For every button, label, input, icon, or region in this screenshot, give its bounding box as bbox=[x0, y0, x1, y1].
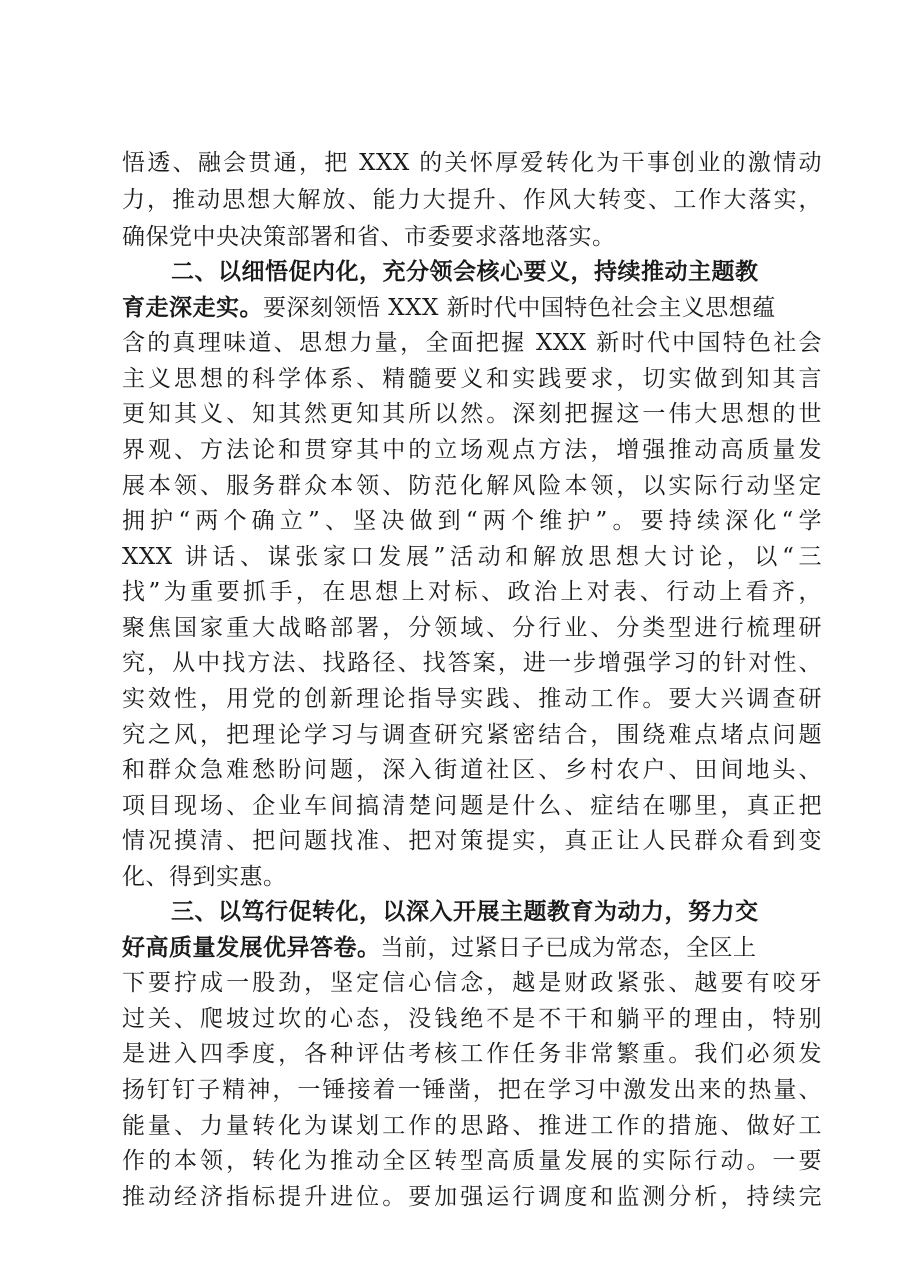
paragraph2-line: XXX 讲话、谋张家口发展”活动和解放思想大讨论，以“三 bbox=[122, 544, 822, 570]
paragraph3-line: 推动经济指标提升进位。要加强运行调度和监测分析，持续完 bbox=[122, 1184, 822, 1210]
paragraph2-line: 情况摸清、把问题找准、把对策提实，真正让人民群众看到变 bbox=[122, 828, 822, 854]
paragraph3-text-start: 当前，过紧日子已成为常态，全区上 bbox=[380, 935, 757, 961]
paragraph2-line: 拥护“两个确立”、坚决做到“两个维护”。要持续深化“学 bbox=[122, 508, 822, 534]
section3-heading: 三、以笃行促转化，以深入开展主题教育为动力，努力交 bbox=[171, 899, 759, 925]
paragraph1-line: 确保党中央决策部署和省、市委要求落地落实。 bbox=[122, 224, 616, 250]
paragraph2-first-line bbox=[122, 290, 822, 326]
paragraph3-line: 是进入四季度，各种评估考核工作任务非常繁重。我们必须发 bbox=[122, 1041, 822, 1067]
paragraph2-line: 主义思想的科学体系、精髓要义和实践要求，切实做到知其言 bbox=[122, 366, 822, 392]
paragraph2-text-start: 要深刻领悟 XXX 新时代中国特色社会主义思想蕴 bbox=[263, 295, 776, 321]
section3-heading-cont: 好高质量发展优异答卷。 bbox=[122, 935, 381, 961]
paragraph3-line: 能量、力量转化为谋划工作的思路、推进工作的措施、做好工 bbox=[122, 1113, 822, 1139]
paragraph3-line: 扬钉钉子精神，一锤接着一锤凿，把在学习中激发出来的热量、 bbox=[122, 1077, 822, 1103]
paragraph1-line: 悟透、融会贯通，把 XXX 的关怀厚爱转化为干事创业的激情动 bbox=[122, 150, 822, 176]
paragraph2-line: 究，从中找方法、找路径、找答案，进一步增强学习的针对性、 bbox=[122, 650, 822, 676]
paragraph1-line: 力，推动思想大解放、能力大提升、作风大转变、工作大落实， bbox=[122, 187, 822, 213]
section2-heading: 二、以细悟促内化，充分领会核心要义，持续推动主题教 bbox=[171, 259, 759, 285]
paragraph3-line: 作的本领，转化为推动全区转型高质量发展的实际行动。一要 bbox=[122, 1148, 822, 1174]
paragraph2-line: 更知其义、知其然更知其所以然。深刻把握这一伟大思想的世 bbox=[122, 401, 822, 427]
paragraph2-line: 项目现场、企业车间搞清楚问题是什么、症结在哪里，真正把 bbox=[122, 793, 822, 819]
paragraph2-line: 聚焦国家重大战略部署，分领域、分行业、分类型进行梳理研 bbox=[122, 615, 822, 641]
paragraph2-line: 含的真理味道、思想力量，全面把握 XXX 新时代中国特色社会 bbox=[122, 330, 822, 356]
section2-heading-cont: 育走深走实。 bbox=[122, 295, 263, 321]
paragraph3-line: 过关、爬坡过坎的心态，没钱绝不是不干和躺平的理由，特别 bbox=[122, 1006, 822, 1032]
paragraph2-line: 究之风，把理论学习与调查研究紧密结合，围绕难点堵点问题 bbox=[122, 722, 822, 748]
paragraph2-line: 化、得到实惠。 bbox=[122, 864, 287, 890]
paragraph2-line: 和群众急难愁盼问题，深入街道社区、乡村农户、田间地头、 bbox=[122, 757, 822, 783]
paragraph2-line: 找”为重要抓手，在思想上对标、政治上对表、行动上看齐， bbox=[122, 579, 822, 605]
paragraph2-line: 实效性，用党的创新理论指导实践、推动工作。要大兴调查研 bbox=[122, 686, 822, 712]
paragraph2-line: 界观、方法论和贯穿其中的立场观点方法，增强推动高质量发 bbox=[122, 437, 822, 463]
paragraph2-line: 展本领、服务群众本领、防范化解风险本领，以实际行动坚定 bbox=[122, 473, 822, 499]
paragraph3-line: 下要拧成一股劲，坚定信心信念，越是财政紧张、越要有咬牙 bbox=[122, 970, 822, 996]
paragraph3-first-line bbox=[122, 930, 822, 966]
